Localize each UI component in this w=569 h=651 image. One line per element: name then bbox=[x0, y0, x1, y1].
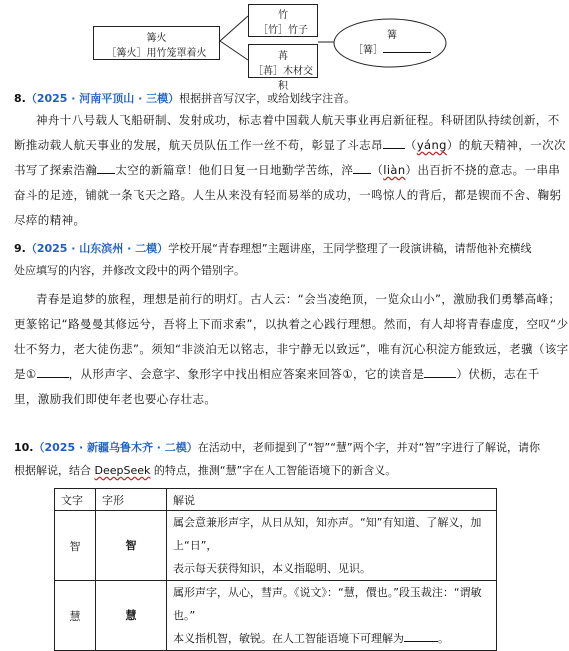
diagram-top-box bbox=[248, 4, 318, 37]
q8-blank-1[interactable] bbox=[383, 138, 405, 149]
q10-number: 10. bbox=[14, 441, 34, 454]
q9-prompt-a: 学校开展“青春理想”主题讲座，王同学整理了一段演讲稿，请帮他补充横线 bbox=[168, 242, 532, 255]
diagram-ellipse-title: 篝 bbox=[387, 30, 397, 41]
q8-body bbox=[14, 108, 566, 233]
diagram-ellipse-desc: ［篝］ bbox=[353, 45, 383, 56]
q9-number: 9. bbox=[14, 242, 26, 255]
q8-line-3-mid: 太空的新篇章！他们日复一日地勤学苦练，淬 bbox=[115, 163, 354, 177]
q9-blank-1[interactable] bbox=[37, 367, 69, 378]
diagram-bottom-desc: ［苒］木材交积 bbox=[253, 66, 313, 92]
seal-glyph-hui: 慧 bbox=[96, 581, 167, 651]
q10-heading bbox=[14, 436, 540, 482]
table-header-char: 文字 bbox=[55, 489, 96, 511]
diagram-ellipse-content bbox=[340, 26, 444, 56]
q10-prompt-b2: 的特点，推测“慧”字在人工智能语境下的新含义。 bbox=[150, 464, 397, 477]
q8-line-3 bbox=[14, 158, 561, 183]
explain-line: 属会意兼形声字，从日从知，知亦声。“知”有知道、了解义，加上“日”， bbox=[173, 516, 482, 552]
explain-line: 属形声字，从心，彗声。《说文》：“慧，儇也。”段玉裁注：“谓敏也。” bbox=[173, 586, 482, 622]
diagram-top-title: 竹 bbox=[278, 10, 288, 21]
q8-line-2: 断推动载人航天事业的发展，航天员队伍工作一丝不苟，彰显了斗志昂 （yáng）的航天精神，一次次 bbox=[14, 138, 566, 152]
q9-line-5: 里，激励我们即使年老也要心存壮志。 bbox=[14, 392, 217, 406]
q8-pinyin-2: liàn bbox=[383, 163, 406, 177]
q8-heading bbox=[14, 90, 355, 106]
table-header-explain: 解说 bbox=[167, 489, 497, 511]
q10-heading-line-1 bbox=[14, 436, 540, 459]
explain-line-with-blank: 本义指机智，敏锐。在人工智能语境下可理解为 。 bbox=[173, 632, 449, 645]
q8-line-3-mid2: （ bbox=[371, 163, 384, 177]
q9-blank-2[interactable] bbox=[424, 367, 456, 378]
table-row-explain bbox=[167, 511, 497, 581]
q10-prompt-b1: 根据解说，结合 bbox=[14, 464, 95, 477]
q8-blank-2[interactable] bbox=[97, 163, 115, 174]
table-header-glyph: 字形 bbox=[96, 489, 167, 511]
q8-line-2-tail: 的航天精神，一次次 bbox=[458, 138, 566, 152]
q8-line-1: 神舟十八号载人飞船研制、发射成功，标志着中国载人航天事业再启新征程。科研团队持续创新，不 bbox=[36, 113, 560, 127]
q9-body bbox=[14, 287, 569, 412]
table-header-row bbox=[55, 489, 497, 511]
q9-line-4-tail: ）伏枥，志在千 bbox=[456, 367, 540, 381]
table-row-char: 智 bbox=[55, 511, 96, 581]
explain-line: 本义指机智，敏锐。在人工智能语境下可理解为 bbox=[173, 632, 404, 645]
q9-line-4-text: 是① bbox=[14, 367, 37, 381]
diagram-bottom-title: 苒 bbox=[278, 51, 288, 62]
q10-deepseek: DeepSeek bbox=[94, 464, 151, 477]
table-row-explain bbox=[167, 581, 497, 651]
q9-line-3: 壮不努力，老大徒伤悲”。须知“非淡泊无以铭志，非宁静无以致远”，唯有沉心积淀方能致远，老骥（该字 bbox=[14, 342, 569, 356]
q8-line-5: 尽瘁的精神。 bbox=[14, 213, 86, 227]
q8-pinyin-1: yáng bbox=[416, 138, 447, 152]
q8-number: 8. bbox=[14, 92, 26, 105]
q8-line-3-text: 书写了探索浩瀚 bbox=[14, 163, 98, 177]
diagram-left-title: 篝火 bbox=[146, 33, 167, 44]
q8-line-2-text: 断推动载人航天事业的发展，航天员队伍工作一丝不苟，彰显了斗志昂 bbox=[14, 138, 383, 152]
character-table bbox=[54, 488, 497, 651]
q10-answer-blank[interactable] bbox=[404, 631, 438, 642]
explain-line: 表示每天获得知识，本义指聪明、见识。 bbox=[173, 562, 371, 575]
q9-heading bbox=[14, 238, 532, 282]
q9-prompt-b: 处应填写的内容，并修改文段中的两个错别字。 bbox=[14, 264, 245, 277]
table-row-char: 慧 bbox=[55, 581, 96, 651]
q8-blank-3[interactable] bbox=[353, 163, 371, 174]
q9-line-4 bbox=[14, 362, 540, 387]
diagram-top-desc: ［竹］竹子 bbox=[258, 25, 308, 36]
diagram-left-desc: ［篝火］用竹笼罩着火 bbox=[106, 48, 207, 59]
q9-source: （2025 · 山东滨州 · 二模） bbox=[25, 242, 169, 255]
diagram-ellipse-line bbox=[340, 41, 444, 56]
q9-heading-line-1 bbox=[14, 238, 532, 260]
q9-line-1: 青春是追梦的旅程，理想是前行的明灯。古人云：“会当凌绝顶，一览众山小”，激励我们勇攀高峰； bbox=[36, 292, 561, 306]
q8-line-4: 奋斗的足迹，铺就一条飞天之路。人生从来没有轻而易举的成功，一鸣惊人的背后，都是锲而不舍、鞠躬 bbox=[14, 188, 562, 202]
diagram-bottom-box bbox=[248, 44, 318, 92]
seal-glyph-zhi: 智 bbox=[96, 511, 167, 581]
q10-prompt-a: 在活动中，老师提到了“智”“慧”两个字，并对“智”字进行了解说，请你 bbox=[197, 441, 540, 454]
table-row bbox=[55, 581, 497, 651]
q8-line-3-tail: ）出百折不挠的意志。一串串 bbox=[405, 163, 561, 177]
diagram-ellipse-blank[interactable] bbox=[383, 42, 431, 53]
q10-source: （2025 · 新疆乌鲁木齐 · 二模） bbox=[33, 441, 198, 454]
q8-prompt: 根据拼音写汉字，或给划线字注音。 bbox=[179, 92, 356, 105]
q8-source: （2025 · 河南平顶山 · 三模） bbox=[25, 92, 180, 105]
q9-line-4-mid: ，从形声字、会意字、象形字中找出相应答案来回答①，它的读音是 bbox=[68, 367, 425, 381]
table-row bbox=[55, 511, 497, 581]
q9-line-2: 更篆铭记“路曼曼其修远兮，吾将上下而求索”，以执着之心践行理想。然而，有人却将青春虚度，空叹“少 bbox=[14, 317, 569, 331]
q10-heading-line-2 bbox=[14, 459, 540, 482]
